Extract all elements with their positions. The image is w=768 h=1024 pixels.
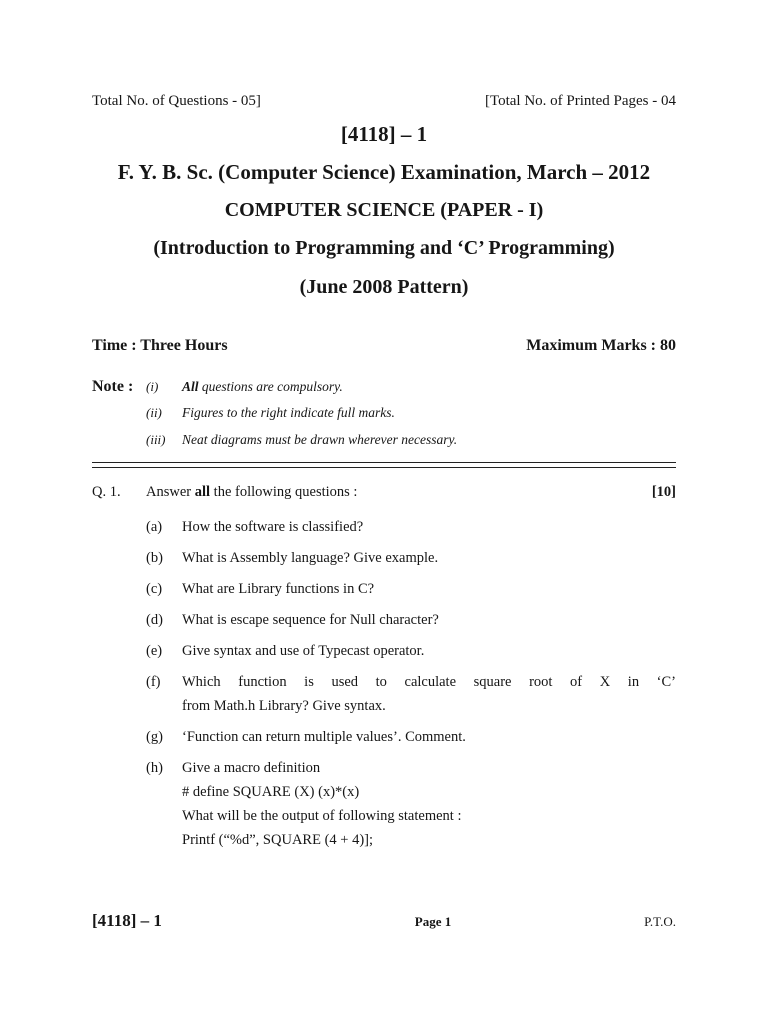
note-text-rest: questions are compulsory. — [198, 379, 343, 394]
note-number: (i) — [146, 379, 159, 394]
note-item — [92, 378, 676, 405]
note-item — [92, 405, 676, 432]
note-text: Figures to the right indicate full marks. — [182, 405, 395, 420]
question-marks: [10] — [651, 484, 676, 500]
sub-question-text: Which function is used to calculate square root of X in ‘C’ from Math.h Library? Give syntax. — [182, 674, 676, 714]
divider-line — [92, 467, 676, 468]
question-heading — [92, 484, 676, 515]
note-text: Neat diagrams must be drawn wherever necessary. — [182, 432, 458, 447]
sub-question-text: What is escape sequence for Null character? — [182, 612, 439, 628]
page-number: Page 1 — [414, 914, 452, 929]
footer-paper-code: [4118] – 1 — [92, 911, 162, 930]
sub-question-label: (b) — [146, 550, 163, 566]
sub-question-label: (g) — [146, 729, 163, 745]
header-line — [92, 93, 676, 110]
stem-emphasis: all — [194, 484, 211, 500]
note-item — [92, 432, 676, 459]
total-pages: [Total No. of Printed Pages - 04 — [484, 93, 676, 109]
sub-question-label: (d) — [146, 612, 163, 628]
sub-question — [92, 639, 676, 663]
note-number: (iii) — [146, 432, 166, 447]
macro-definition: # define SQUARE (X) (x)*(x) — [182, 784, 360, 800]
note-label: Note : — [92, 378, 134, 395]
note-text — [182, 379, 343, 395]
sub-question — [92, 515, 676, 539]
sub-question-text: ‘Function can return multiple values’. Comment. — [182, 729, 466, 745]
sub-question-label: (e) — [146, 643, 163, 659]
sub-question-label: (f) — [146, 674, 161, 690]
please-turn-over: P.T.O. — [644, 914, 676, 929]
sub-question — [92, 577, 676, 601]
sub-question — [92, 725, 676, 749]
sub-question-text: Give a macro definition # define SQUARE (X) (x)*(x) What will be the output of following statement : Printf (“%d”, SQUARE (4 + 4)]; — [182, 756, 676, 852]
divider-line — [92, 462, 676, 463]
page-footer — [92, 911, 676, 931]
sub-question-label: (c) — [146, 581, 163, 597]
note-number: (ii) — [146, 405, 162, 420]
note-emphasis: All — [182, 379, 199, 394]
sub-question-text: How the software is classified? — [182, 519, 364, 535]
paper-code: [4118] – 1 — [340, 122, 428, 146]
printf-statement: Printf (“%d”, SQUARE (4 + 4)]; — [182, 832, 374, 848]
maximum-marks: Maximum Marks : 80 — [526, 337, 676, 354]
question-stem: Answer all the following questions : — [146, 484, 358, 500]
sub-question-text: What are Library functions in C? — [182, 581, 375, 597]
subject-title: (Introduction to Programming and ‘C’ Programming) — [153, 237, 615, 259]
sub-question-label: (h) — [146, 760, 163, 776]
total-questions: Total No. of Questions - 05] — [92, 93, 261, 109]
instructions-note — [92, 378, 676, 459]
sub-question — [92, 670, 676, 718]
question-number: Q. 1. — [92, 484, 121, 500]
sub-question-text: What is Assembly language? Give example. — [182, 550, 439, 566]
question-1 — [92, 484, 676, 859]
sub-question-text: Give syntax and use of Typecast operator. — [182, 643, 425, 659]
pattern-title: (June 2008 Pattern) — [299, 276, 469, 298]
time-allowed: Time : Three Hours — [92, 337, 228, 354]
sub-question — [92, 546, 676, 570]
sub-question-label: (a) — [146, 519, 163, 535]
sub-question — [92, 756, 676, 852]
time-marks-line — [92, 337, 676, 355]
exam-title: F. Y. B. Sc. (Computer Science) Examination, March – 2012 — [117, 160, 651, 184]
paper-name: COMPUTER SCIENCE (PAPER - I) — [224, 199, 544, 221]
sub-question — [92, 608, 676, 632]
